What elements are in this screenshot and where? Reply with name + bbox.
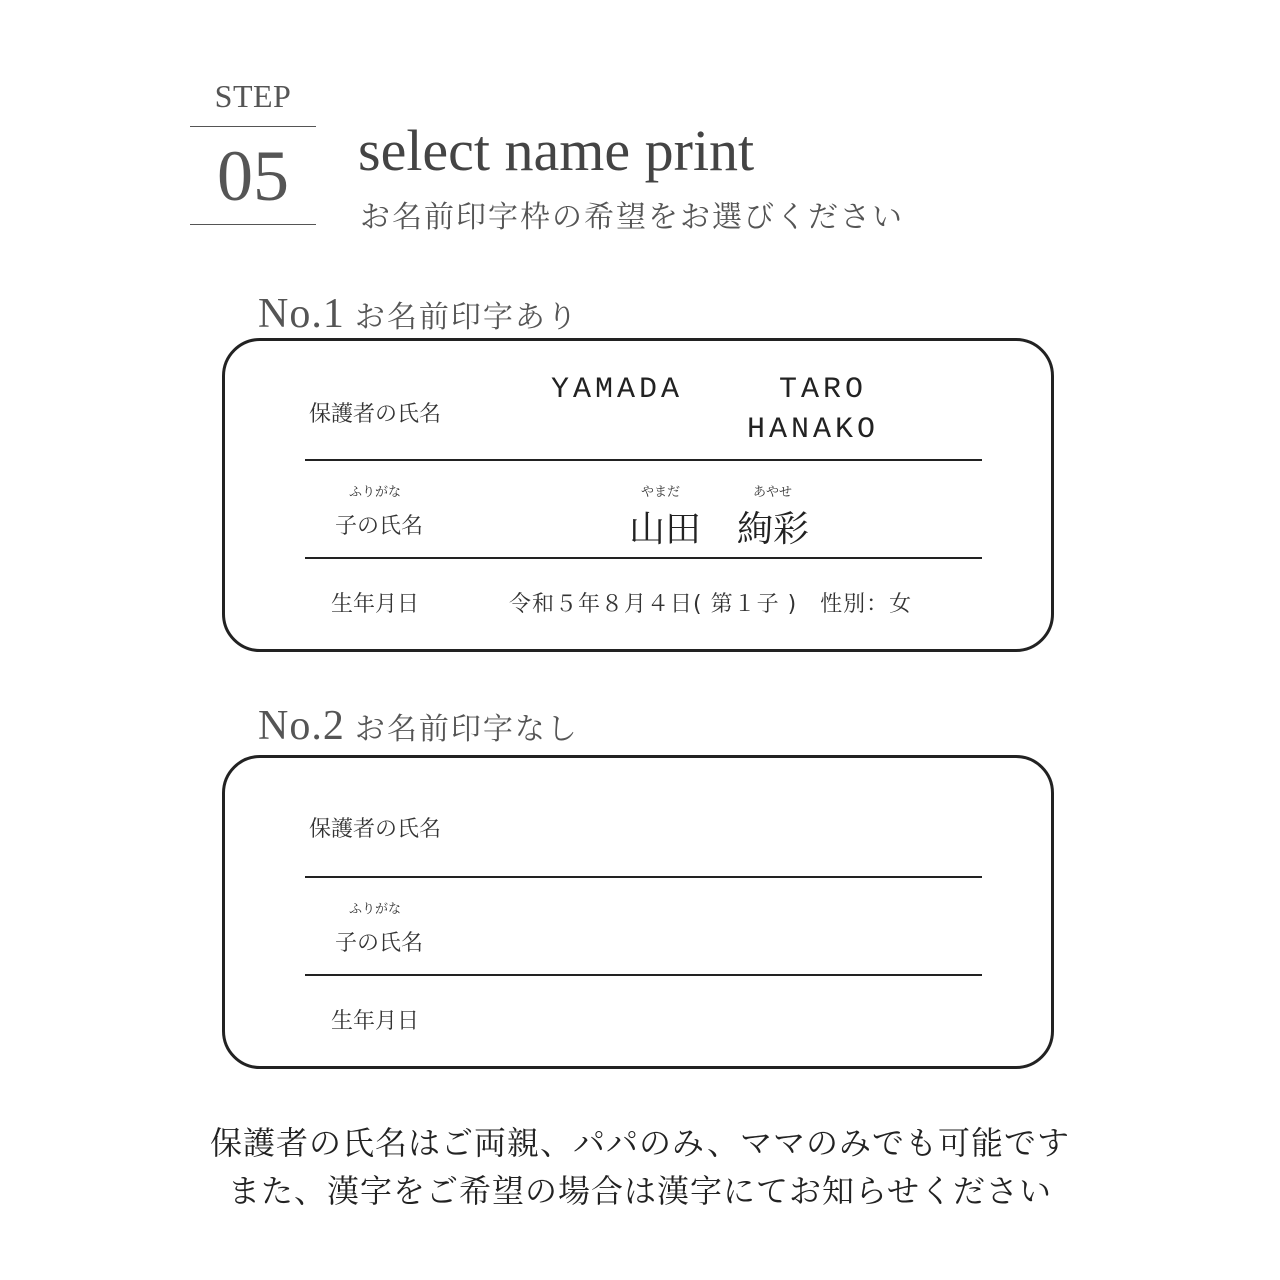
- child-surname-ruby: やまだ: [641, 485, 681, 500]
- child-name-label: 子の氏名: [335, 931, 424, 956]
- row-divider: [305, 557, 982, 559]
- option2-title: お名前印字なし: [354, 712, 579, 747]
- option2-card[interactable]: [222, 755, 1054, 1069]
- row-divider: [305, 876, 982, 878]
- step-top-rule: [190, 126, 316, 127]
- step-number: 05: [217, 136, 289, 216]
- dob-value: 令和５年８月４日( 第１子 ) 性別：女: [509, 592, 913, 617]
- option1-heading: [258, 290, 579, 338]
- row-divider: [305, 974, 982, 976]
- option2-number: No.2: [258, 703, 345, 749]
- option2-heading: [258, 702, 579, 750]
- child-given-ruby: あやせ: [753, 485, 793, 500]
- child-given-name: 絢彩: [737, 509, 810, 550]
- dob-label: 生年月日: [331, 592, 420, 617]
- parent-surname: YAMADA: [551, 373, 684, 407]
- page-title-en: select name print: [358, 118, 755, 183]
- child-surname: 山田: [629, 509, 702, 550]
- option1-title: お名前印字あり: [354, 300, 579, 335]
- footer-note-line1: 保護者の氏名はご両親、パパのみ、ママのみでも可能です: [210, 1124, 1070, 1162]
- parent-name-label: 保護者の氏名: [309, 402, 442, 427]
- furigana-label: ふりがな: [349, 485, 402, 500]
- row-divider: [305, 459, 982, 461]
- child-name-label: 子の氏名: [335, 514, 424, 539]
- parent-name-label: 保護者の氏名: [309, 817, 442, 842]
- furigana-label: ふりがな: [349, 902, 402, 917]
- parent-name-1: TARO: [779, 373, 868, 407]
- step-bottom-rule: [190, 224, 316, 225]
- page-title-ja: お名前印字枠の希望をお選びください: [360, 200, 904, 235]
- option1-number: No.1: [258, 291, 345, 337]
- parent-name-2: HANAKO: [747, 413, 880, 447]
- option1-card[interactable]: [222, 338, 1054, 652]
- footer-note-line2: また、漢字をご希望の場合は漢字にてお知らせください: [227, 1172, 1053, 1210]
- dob-label: 生年月日: [331, 1009, 420, 1034]
- step-label: STEP: [214, 78, 292, 114]
